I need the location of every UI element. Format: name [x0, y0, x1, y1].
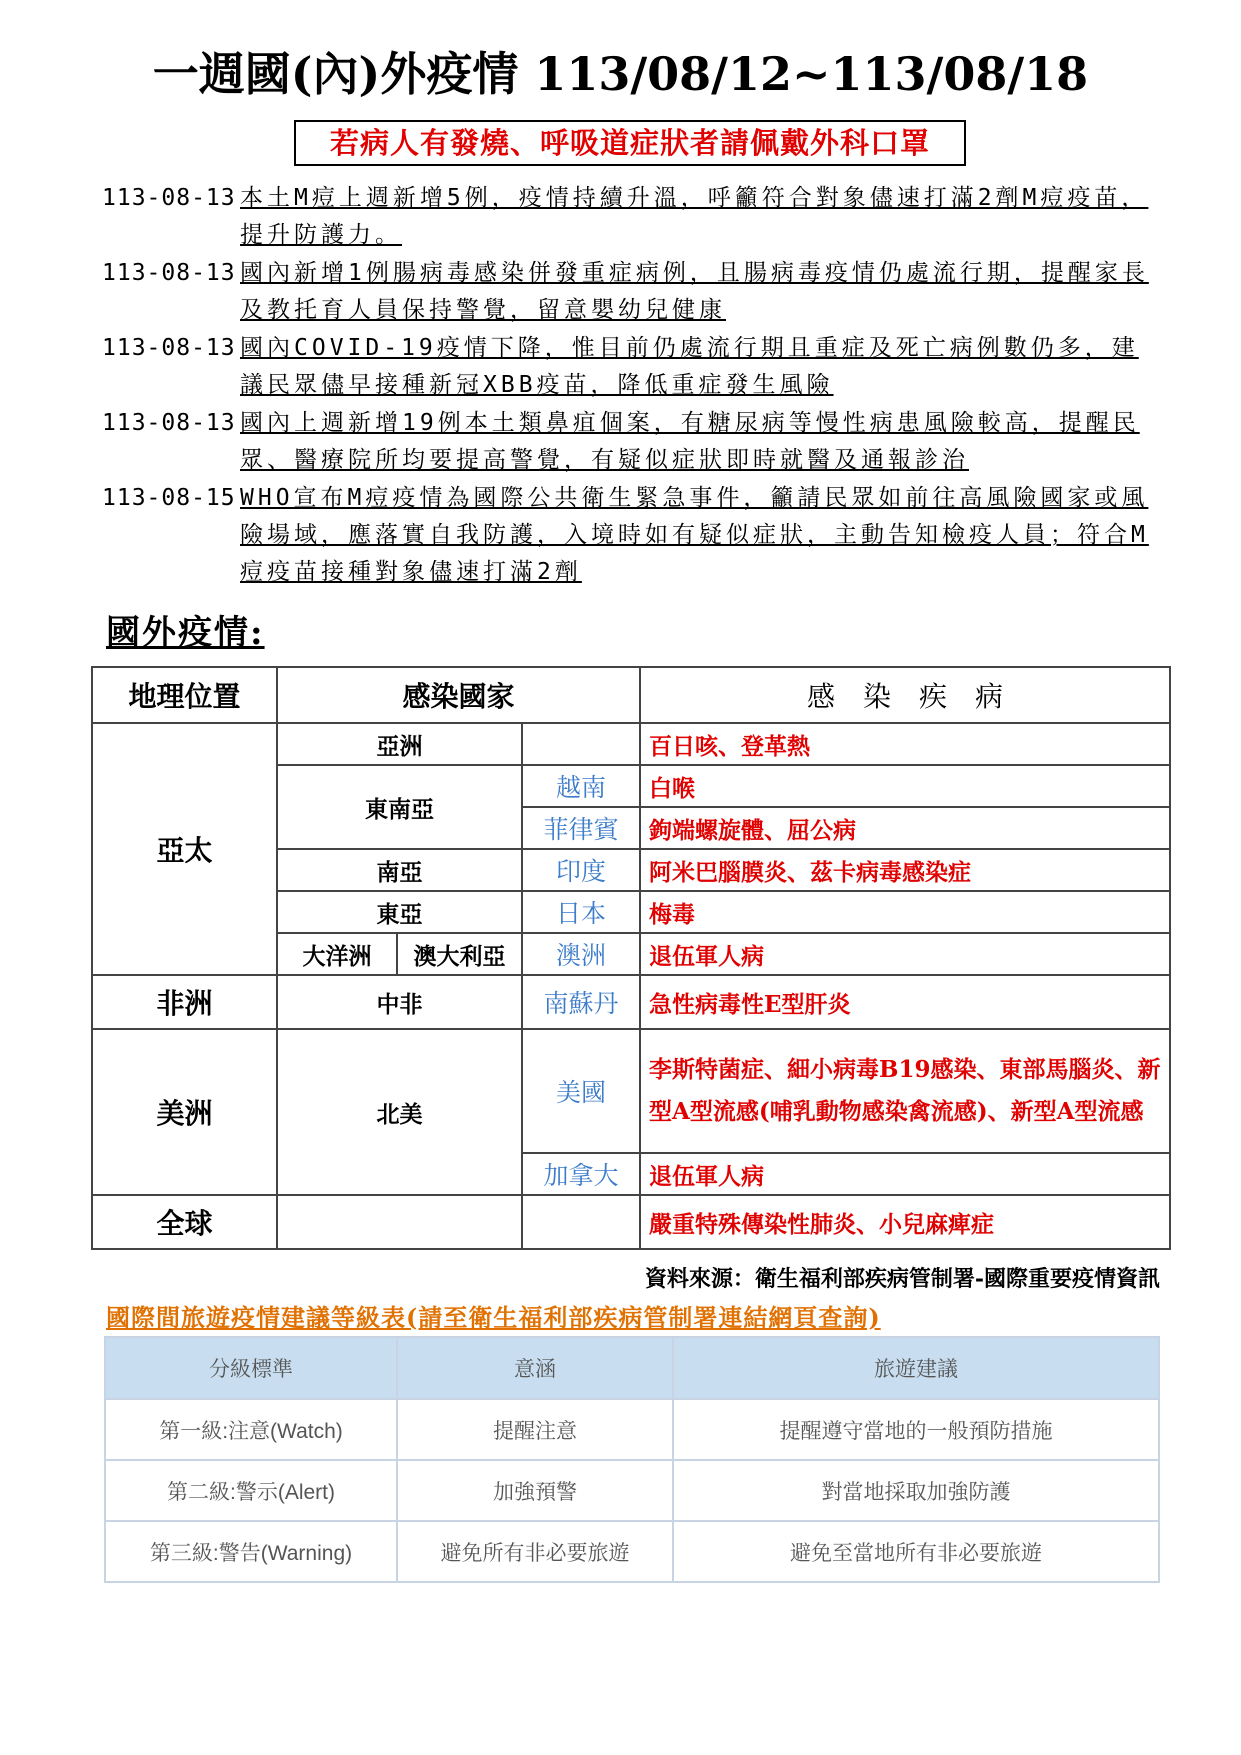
disease: 鉤端螺旋體、屈公病	[640, 807, 1170, 849]
table-row	[92, 723, 1170, 765]
travel-row	[105, 1460, 1159, 1521]
subregion: 大洋洲	[277, 933, 397, 975]
subregion: 北美	[277, 1029, 522, 1195]
travel-meaning: 避免所有非必要旅遊	[397, 1521, 673, 1582]
travel-advisory-table	[104, 1336, 1160, 1583]
news-date: 113-08-13	[102, 185, 236, 211]
country: 美國	[522, 1029, 640, 1153]
table-row	[92, 975, 1170, 1029]
news-item	[102, 480, 1162, 591]
travel-advice: 對當地採取加強防護	[673, 1460, 1159, 1521]
region-africa: 非洲	[92, 975, 277, 1029]
country: 加拿大	[522, 1153, 640, 1195]
travel-row	[105, 1399, 1159, 1460]
disease: 退伍軍人病	[640, 1153, 1170, 1195]
travel-advice: 提醒遵守當地的一般預防措施	[673, 1399, 1159, 1460]
travel-advice: 避免至當地所有非必要旅遊	[673, 1521, 1159, 1582]
news-date: 113-08-15	[102, 485, 236, 511]
subregion: 南亞	[277, 849, 522, 891]
region-global: 全球	[92, 1195, 277, 1249]
news-text: WHO宣布M痘疫情為國際公共衛生緊急事件，籲請民眾如前往高風險國家或風險場域，應落實自我防護，入境時如有疑似症狀，主動告知檢疫人員；符合M痘疫苗接種對象儘速打滿2劑	[240, 485, 1149, 585]
travel-header: 分級標準	[105, 1337, 397, 1399]
mask-warning: 若病人有發燒、呼吸道症狀者請佩戴外科口罩	[294, 120, 966, 166]
table-header-row	[92, 667, 1170, 723]
travel-row	[105, 1521, 1159, 1582]
subregion: 東亞	[277, 891, 522, 933]
news-item	[102, 255, 1162, 329]
disease: 梅毒	[640, 891, 1170, 933]
page-title: 一週國(內)外疫情 113/08/12~113/08/18	[152, 47, 1089, 101]
news-text: 本土M痘上週新增5例，疫情持續升溫，呼籲符合對象儘速打滿2劑M痘疫苗，提升防護力。	[240, 185, 1149, 248]
country: 南蘇丹	[522, 975, 640, 1029]
disease: 嚴重特殊傳染性肺炎、小兒麻痺症	[640, 1195, 1170, 1249]
disease: 白喉	[640, 765, 1170, 807]
header-disease: 感 染 疾 病	[640, 667, 1170, 723]
table-row	[92, 1195, 1170, 1249]
news-item	[102, 180, 1162, 254]
country: 越南	[522, 765, 640, 807]
news-date: 113-08-13	[102, 410, 236, 436]
news-item	[102, 405, 1162, 479]
disease: 退伍軍人病	[640, 933, 1170, 975]
news-text: 國內COVID-19疫情下降，惟目前仍處流行期且重症及死亡病例數仍多，建議民眾儘早接種新冠XBB疫苗，降低重症發生風險	[240, 335, 1139, 398]
travel-level: 第一級:注意(Watch)	[105, 1399, 397, 1460]
travel-header: 旅遊建議	[673, 1337, 1159, 1399]
disease: 阿米巴腦膜炎、茲卡病毒感染症	[640, 849, 1170, 891]
disease: 百日咳、登革熱	[640, 723, 1170, 765]
subregion: 亞洲	[277, 723, 522, 765]
news-text: 國內新增1例腸病毒感染併發重症病例，且腸病毒疫情仍處流行期，提醒家長及教托育人員保持警覺，留意嬰幼兒健康	[240, 260, 1149, 323]
country: 菲律賓	[522, 807, 640, 849]
travel-meaning: 提醒注意	[397, 1399, 673, 1460]
international-outbreak-table	[91, 666, 1171, 1250]
table-row	[92, 1029, 1170, 1153]
disease: 李斯特菌症、細小病毒B19感染、東部馬腦炎、新型A型流感(哺乳動物感染禽流感)、新型A型流感	[640, 1029, 1170, 1153]
country	[522, 723, 640, 765]
country: 日本	[522, 891, 640, 933]
subregion-2: 澳大利亞	[397, 933, 522, 975]
disease: 急性病毒性E型肝炎	[640, 975, 1170, 1029]
travel-header-row	[105, 1337, 1159, 1399]
travel-level: 第三級:警告(Warning)	[105, 1521, 397, 1582]
header-country: 感染國家	[277, 667, 640, 723]
travel-advisory-link[interactable]: 國際間旅遊疫情建議等級表(請至衛生福利部疾病管制署連結網頁查詢)	[106, 1303, 881, 1332]
region-americas: 美洲	[92, 1029, 277, 1195]
news-text: 國內上週新增19例本土類鼻疽個案，有糖尿病等慢性病患風險較高，提醒民眾、醫療院所均要提高警覺，有疑似症狀即時就醫及通報診治	[240, 410, 1140, 473]
domestic-news-list	[102, 180, 1162, 592]
header-location: 地理位置	[92, 667, 277, 723]
travel-header: 意涵	[397, 1337, 673, 1399]
region-asia-pacific: 亞太	[92, 723, 277, 975]
travel-meaning: 加強預警	[397, 1460, 673, 1521]
country: 澳洲	[522, 933, 640, 975]
subregion: 中非	[277, 975, 522, 1029]
news-item	[102, 330, 1162, 404]
data-source: 資料來源：衛生福利部疾病管制署-國際重要疫情資訊	[644, 1266, 1160, 1292]
news-date: 113-08-13	[102, 260, 236, 286]
section-title: 國外疫情:	[106, 613, 265, 653]
travel-level: 第二級:警示(Alert)	[105, 1460, 397, 1521]
subregion	[277, 1195, 522, 1249]
country	[522, 1195, 640, 1249]
news-date: 113-08-13	[102, 335, 236, 361]
country: 印度	[522, 849, 640, 891]
subregion: 東南亞	[277, 765, 522, 849]
